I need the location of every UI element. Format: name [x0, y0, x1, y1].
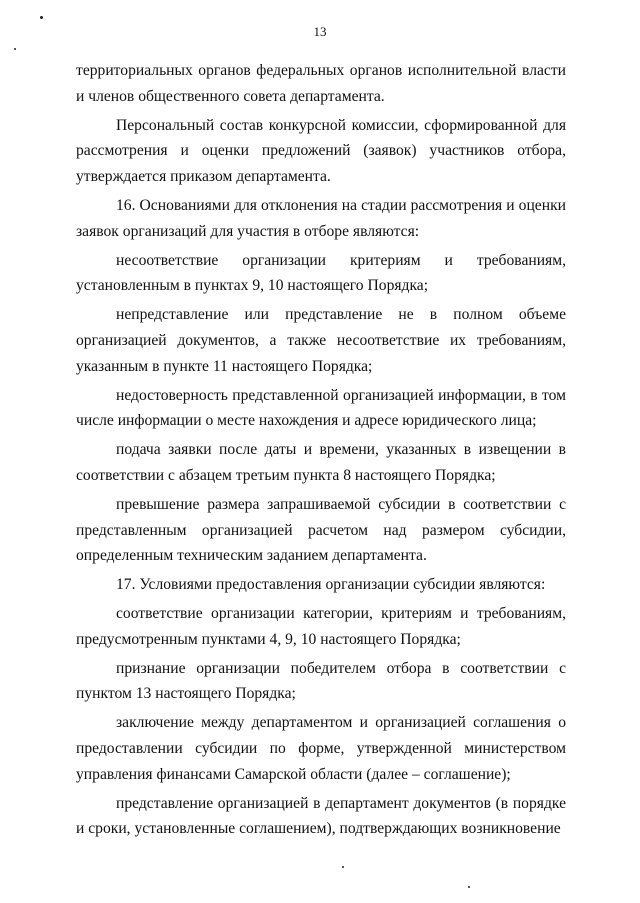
page-number: 13 — [313, 24, 327, 39]
paragraph: соответствие организации категории, критериям и требованиям, предусмотренным пунктами 4, 9, 10 настоящего Порядка; — [76, 604, 566, 648]
scan-speck — [342, 866, 344, 868]
paragraph: несоответствие организации критериям и требованиям, установленным в пунктах 9, 10 настоящего Порядка; — [76, 251, 566, 295]
scan-speck — [40, 16, 43, 19]
paragraph: представление организацией в департамент документов (в порядке и сроки, установленные соглашением), подтверждающих возникновение — [76, 794, 566, 838]
paragraph: 17. Условиями предоставления организации субсидии являются: — [116, 576, 546, 594]
paragraph: превышение размера запрашиваемой субсидии в соответствии с представленным организацией расчетом над размером субсидии, определенным техническим заданием департамента. — [76, 495, 566, 565]
scan-speck — [14, 48, 16, 50]
paragraph: подача заявки после даты и времени, указанных в извещении в соответствии с абзацем третьим пункта 8 настоящего Порядка; — [76, 441, 566, 484]
paragraph: непредставление или представление не в полном объеме организацией документов, а также несоответствие их требованиям, указанным в пункте 11 настоящего Порядка; — [76, 306, 566, 375]
paragraph: Персональный состав конкурсной комиссии, сформированной для рассмотрения и оценки предложений (заявок) участников отбора, утверждается приказом департамента. — [76, 116, 566, 186]
paragraph: заключение между департаментом и организацией соглашения о предоставлении субсидии по форме, утвержденной министерством управления финансами Самарской области (далее – соглашение); — [76, 714, 566, 783]
document-body — [76, 58, 566, 842]
paragraph: признание организации победителем отбора в соответствии с пунктом 13 настоящего Порядка; — [76, 659, 566, 703]
paragraph: территориальных органов федеральных органов исполнительной власти и членов общественного совета департамента. — [76, 62, 566, 105]
paragraph: 16. Основаниями для отклонения на стадии рассмотрения и оценки заявок организаций для участия в отборе являются: — [76, 196, 566, 240]
paragraph: недостоверность представленной организацией информации, в том числе информации о месте нахождения и адресе юридического лица; — [76, 386, 566, 430]
scan-speck — [468, 886, 470, 888]
